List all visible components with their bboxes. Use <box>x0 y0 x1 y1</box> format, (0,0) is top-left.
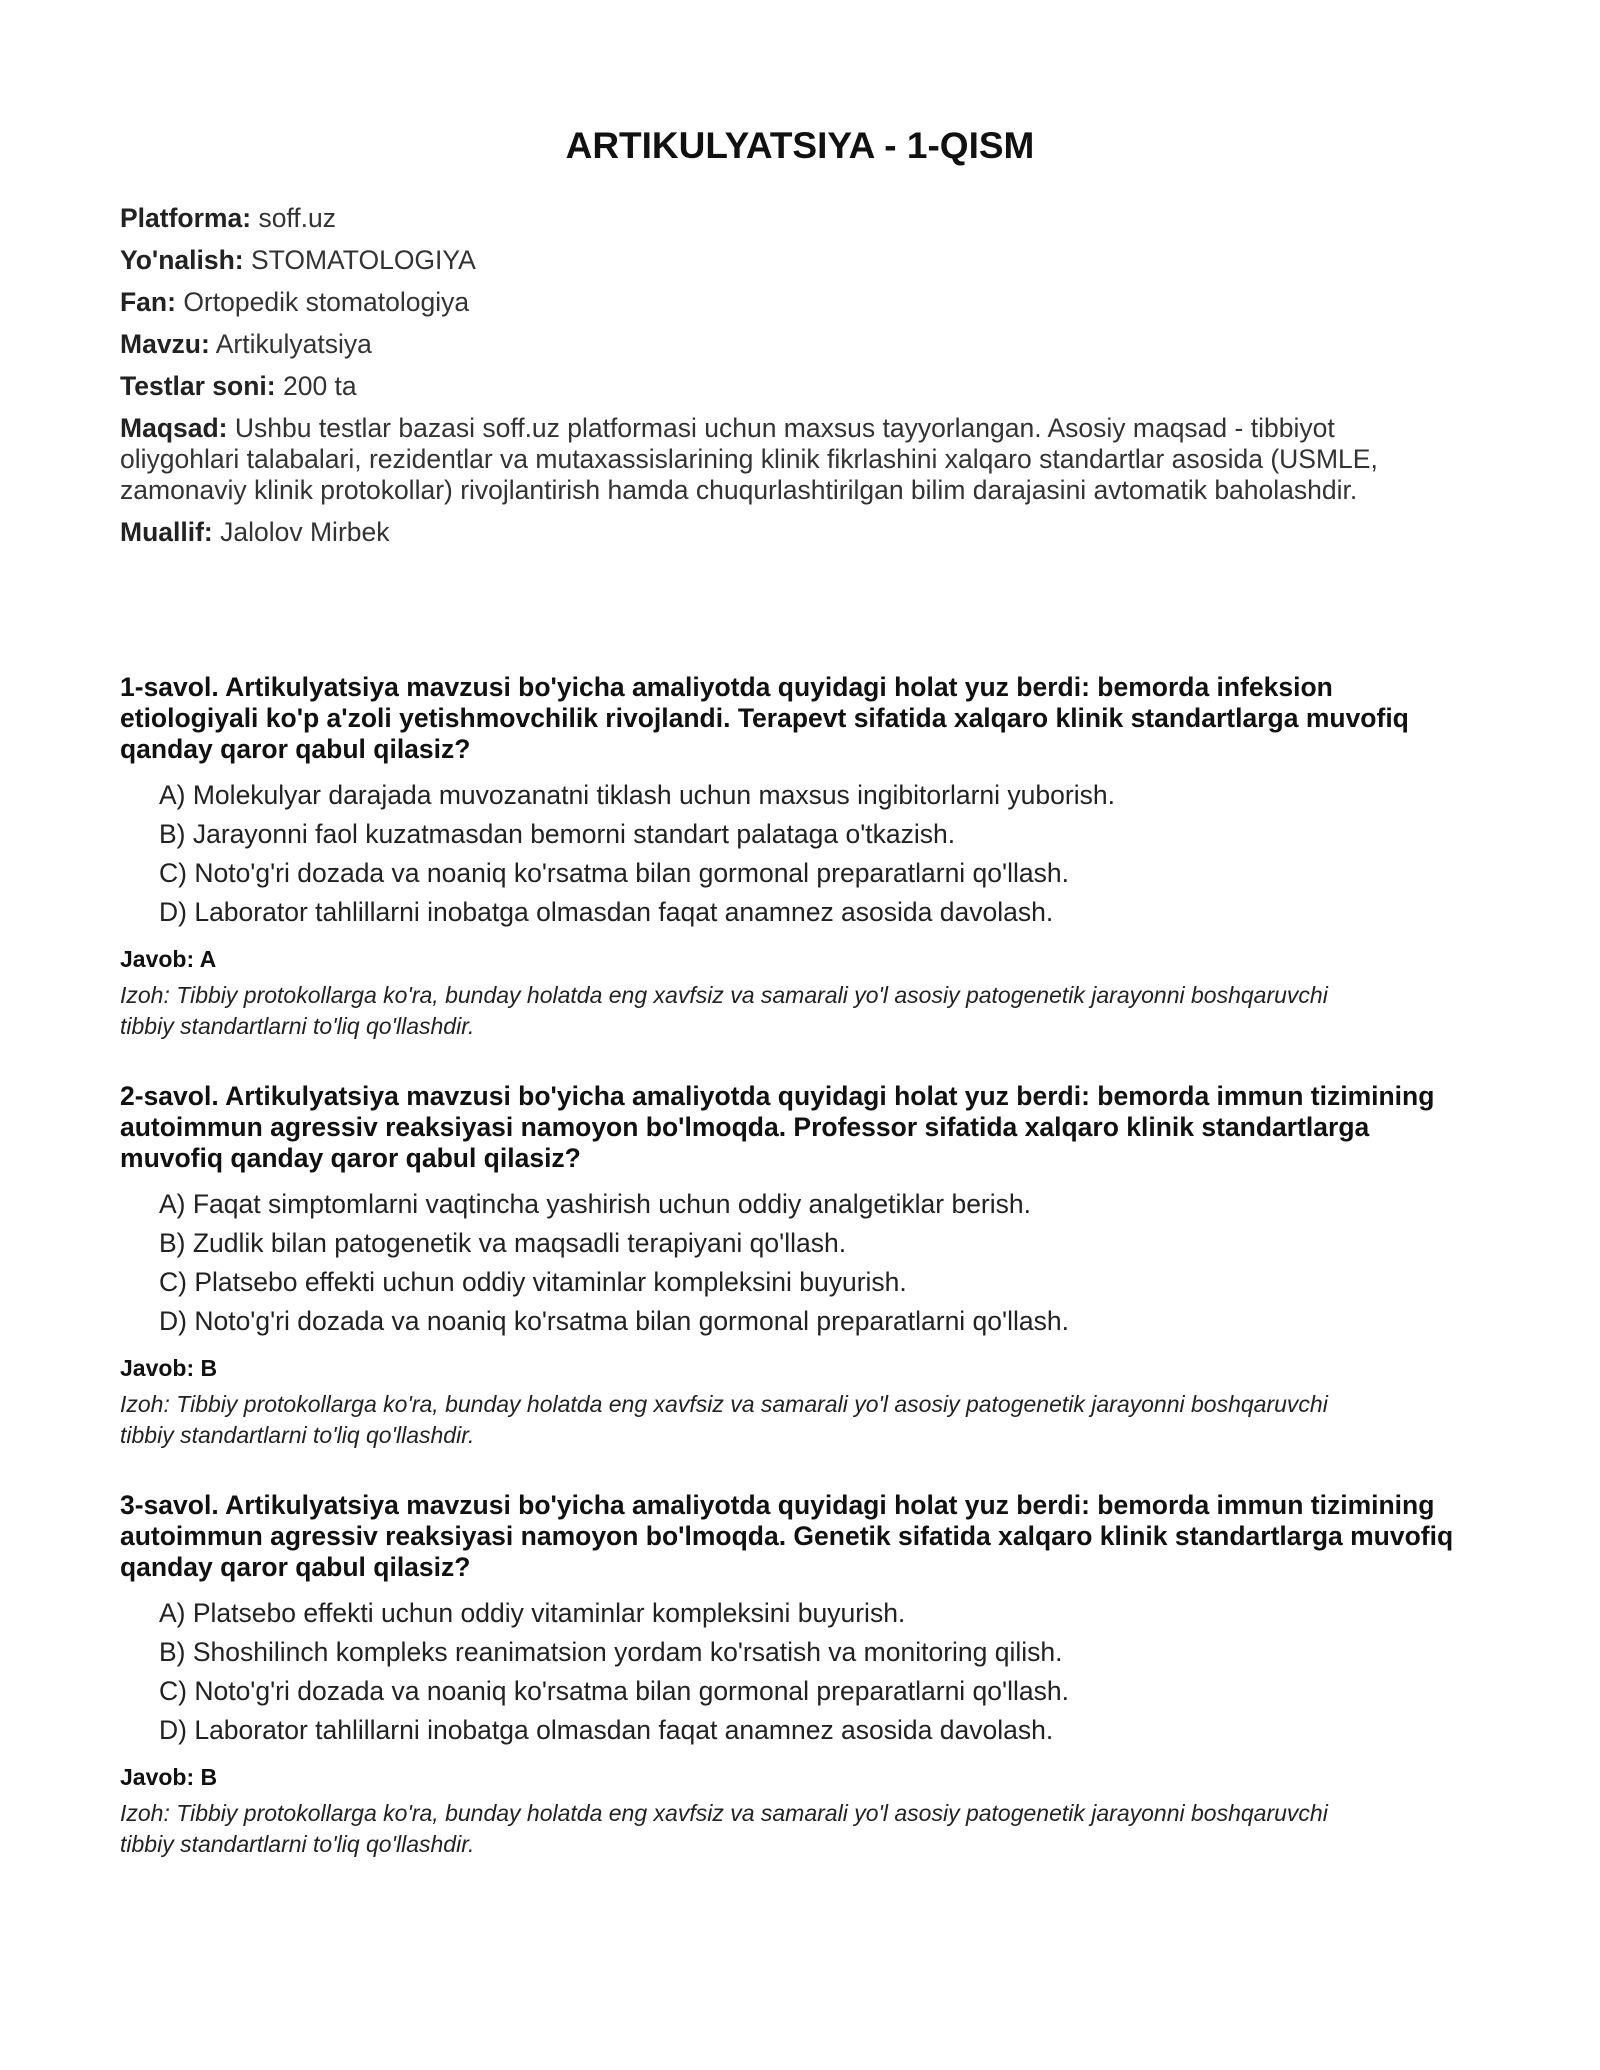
answer-note: Izoh: Tibbiy protokollarga ko'ra, bunday holatda eng xavfsiz va samarali yo'l asosiy patogenetik jarayonni boshqaruvchi tibbiy standartlarni to'liq qo'llashdir. <box>120 982 1328 1039</box>
question-item <box>120 672 1480 1081</box>
answer-label: Javob: B <box>120 1355 218 1381</box>
meta-direction <box>120 245 1480 276</box>
option-a: A) Faqat simptomlarni vaqtincha yashirish uchun oddiy analgetiklar berish. <box>159 1189 1031 1219</box>
answer-label: Javob: A <box>120 946 217 972</box>
meta-value: Ushbu testlar bazasi soff.uz platformasi uchun maxsus tayyorlangan. Asosiy maqsad - tibbiyot oliygohlari talabalari, rezidentlar va mutaxassislarining klinik fikrlashini xalqaro standartlar asosida (USMLE, zamonaviy klinik protokollar) rivojlantirish hamda chuqurlashtirilgan bilim darajasini avtomatik baholashdir. <box>120 413 1378 505</box>
option-c: C) Noto'g'ri dozada va noaniq ko'rsatma bilan gormonal preparatlarni qo'llash. <box>159 858 1069 888</box>
answer-note: Izoh: Tibbiy protokollarga ko'ra, bunday holatda eng xavfsiz va samarali yo'l asosiy patogenetik jarayonni boshqaruvchi tibbiy standartlarni to'liq qo'llashdir. <box>120 1800 1328 1857</box>
answer-label: Javob: B <box>120 1764 218 1790</box>
meta-value: Ortopedik stomatologiya <box>183 287 470 317</box>
option-d: D) Laborator tahlillarni inobatga olmasdan faqat anamnez asosida davolash. <box>159 1715 1054 1745</box>
option-b: B) Jarayonni faol kuzatmasdan bemorni standart palataga o'tkazish. <box>159 819 956 849</box>
option-a: A) Molekulyar darajada muvozanatni tiklash uchun maxsus ingibitorlarni yuborish. <box>159 780 1115 810</box>
meta-value: Artikulyatsiya <box>215 329 372 359</box>
meta-key: Yo'nalish: <box>120 245 244 275</box>
option-b: B) Zudlik bilan patogenetik va maqsadli terapiyani qo'llash. <box>159 1228 847 1258</box>
meta-platform <box>120 203 1480 234</box>
meta-value: STOMATOLOGIYA <box>250 245 476 275</box>
answer-note: Izoh: Tibbiy protokollarga ko'ra, bunday holatda eng xavfsiz va samarali yo'l asosiy patogenetik jarayonni boshqaruvchi tibbiy standartlarni to'liq qo'llashdir. <box>120 1391 1328 1448</box>
option-a: A) Platsebo effekti uchun oddiy vitaminlar kompleksini buyurish. <box>159 1598 906 1628</box>
meta-key: Muallif: <box>120 517 213 547</box>
question-item <box>120 1490 1480 1899</box>
meta-key: Maqsad: <box>120 413 228 443</box>
option-c: C) Noto'g'ri dozada va noaniq ko'rsatma bilan gormonal preparatlarni qo'llash. <box>159 1676 1069 1706</box>
question-title: 2-savol. Artikulyatsiya mavzusi bo'yicha amaliyotda quyidagi holat yuz berdi: bemorda immun tizimining autoimmun agressiv reaksiyasi namoyon bo'lmoqda. Professor sifatida xalqaro klinik standartlarga muvofiq qanday qaror qabul qilasiz? <box>120 1081 1435 1173</box>
meta-key: Fan: <box>120 287 176 317</box>
document-meta <box>120 203 1480 559</box>
question-list <box>120 672 1480 1899</box>
meta-key: Mavzu: <box>120 329 210 359</box>
question-title: 1-savol. Artikulyatsiya mavzusi bo'yicha amaliyotda quyidagi holat yuz berdi: bemorda infeksion etiologiyali ko'p a'zoli yetishmovchilik rivojlandi. Terapevt sifatida xalqaro klinik standartlarga muvofiq qanday qaror qabul qilasiz? <box>120 672 1409 764</box>
question-item <box>120 1081 1480 1490</box>
meta-goal <box>120 413 1450 506</box>
document-title: ARTIKULYATSIYA - 1-QISM <box>565 125 1035 166</box>
meta-value: soff.uz <box>258 203 337 233</box>
meta-topic <box>120 329 1480 360</box>
option-list <box>120 1594 1480 1750</box>
meta-author <box>120 517 1480 548</box>
option-list <box>120 1185 1480 1341</box>
question-title: 3-savol. Artikulyatsiya mavzusi bo'yicha amaliyotda quyidagi holat yuz berdi: bemorda immun tizimining autoimmun agressiv reaksiyasi namoyon bo'lmoqda. Genetik sifatida xalqaro klinik standartlarga muvofiq qanday qaror qabul qilasiz? <box>120 1490 1454 1582</box>
meta-subject <box>120 287 1480 318</box>
meta-value: 200 ta <box>282 371 357 401</box>
meta-key: Platforma: <box>120 203 252 233</box>
option-d: D) Laborator tahlillarni inobatga olmasdan faqat anamnez asosida davolash. <box>159 897 1054 927</box>
option-list <box>120 776 1480 932</box>
option-b: B) Shoshilinch kompleks reanimatsion yordam ko'rsatish va monitoring qilish. <box>159 1637 1063 1667</box>
option-d: D) Noto'g'ri dozada va noaniq ko'rsatma bilan gormonal preparatlarni qo'llash. <box>159 1306 1069 1336</box>
meta-test-count <box>120 371 1480 402</box>
meta-key: Testlar soni: <box>120 371 276 401</box>
meta-value: Jalolov Mirbek <box>220 517 390 547</box>
option-c: C) Platsebo effekti uchun oddiy vitaminlar kompleksini buyurish. <box>159 1267 907 1297</box>
